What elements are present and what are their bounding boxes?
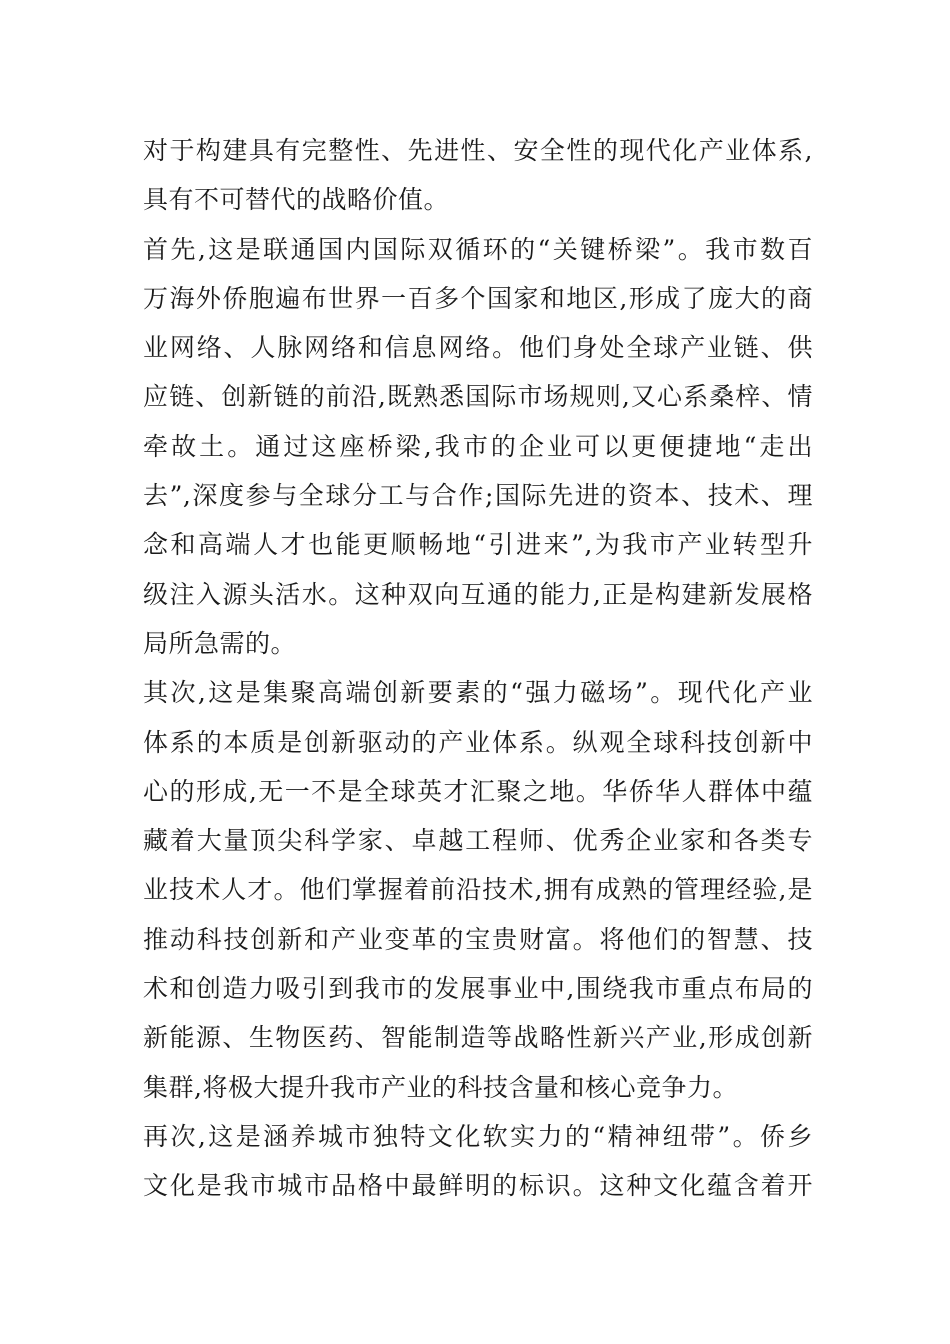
text-line: 万海外侨胞遍布世界一百多个国家和地区,形成了庞大的商 — [143, 283, 813, 313]
body-text — [143, 126, 813, 1211]
text-line: 念和高端人才也能更顺畅地“引进来”,为我市产业转型升 — [143, 530, 813, 560]
text-line: 应链、创新链的前沿,既熟悉国际市场规则,又心系桑梓、情 — [143, 382, 813, 412]
text-line: 其次,这是集聚高端创新要素的“强力磁场”。现代化产业 — [143, 678, 813, 708]
text-line: 心的形成,无一不是全球英才汇聚之地。华侨华人群体中蕴 — [143, 776, 813, 806]
text-line: 新能源、生物医药、智能制造等战略性新兴产业,形成创新 — [143, 1023, 813, 1053]
text-line: 级注入源头活水。这种双向互通的能力,正是构建新发展格 — [143, 579, 813, 609]
text-line: 体系的本质是创新驱动的产业体系。纵观全球科技创新中 — [143, 727, 813, 757]
text-line: 文化是我市城市品格中最鲜明的标识。这种文化蕴含着开 — [143, 1171, 813, 1201]
text-line: 术和创造力吸引到我市的发展事业中,围绕我市重点布局的 — [143, 974, 813, 1004]
text-line: 再次,这是涵养城市独特文化软实力的“精神纽带”。侨乡 — [143, 1121, 813, 1151]
text-line: 业网络、人脉网络和信息网络。他们身处全球产业链、供 — [143, 333, 813, 363]
text-line: 去”,深度参与全球分工与合作;国际先进的资本、技术、理 — [143, 481, 813, 511]
text-line: 推动科技创新和产业变革的宝贵财富。将他们的智慧、技 — [143, 924, 813, 954]
text-line: 局所急需的。 — [143, 628, 297, 658]
text-line: 对于构建具有完整性、先进性、安全性的现代化产业体系, — [143, 136, 813, 165]
text-line: 集群,将极大提升我市产业的科技含量和核心竞争力。 — [143, 1072, 738, 1102]
text-line: 具有不可替代的战略价值。 — [143, 185, 450, 215]
text-line: 首先,这是联通国内国际双循环的“关键桥梁”。我市数百 — [143, 234, 813, 264]
text-line: 业技术人才。他们掌握着前沿技术,拥有成熟的管理经验,是 — [143, 875, 813, 905]
text-line: 藏着大量顶尖科学家、卓越工程师、优秀企业家和各类专 — [143, 826, 813, 856]
text-line: 牵故土。通过这座桥梁,我市的企业可以更便捷地“走出 — [143, 431, 813, 461]
